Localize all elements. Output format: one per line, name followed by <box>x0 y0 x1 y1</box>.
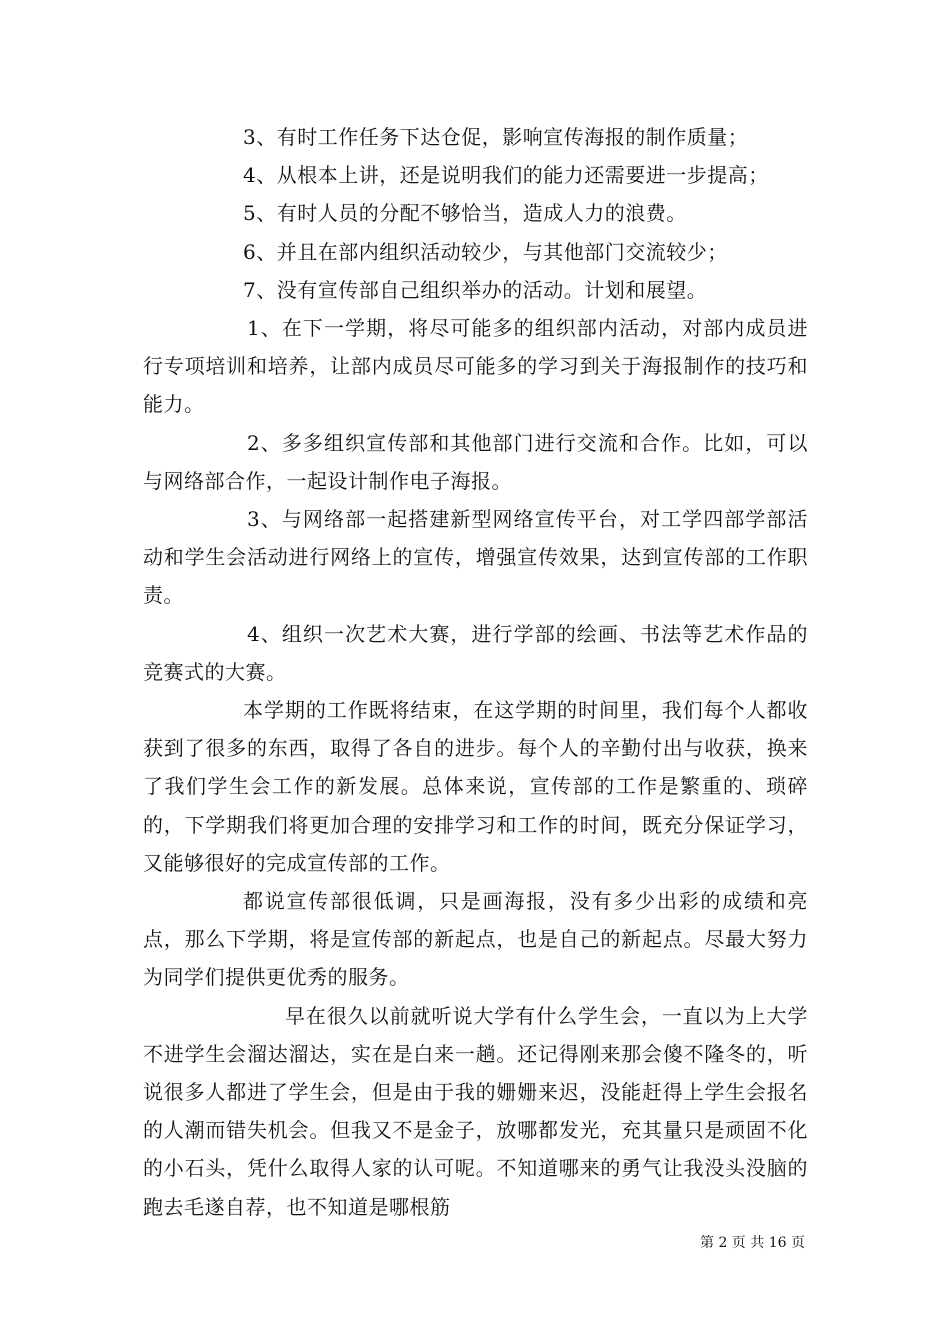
paragraph-item-4: 4、从根本上讲，还是说明我们的能力还需要进一步提高； <box>243 163 769 188</box>
plan-item-1: 1、在下一学期，将尽可能多的组织部内活动，对部内成员进行专项培训和培养，让部内成员尽可能多的学习到关于海报制作的技巧和能力。 <box>143 316 808 417</box>
paragraph-item-7: 7、没有宣传部自己组织举办的活动。计划和展望。 <box>243 277 708 302</box>
paragraph-item-5: 5、有时人员的分配不够恰当，造成人力的浪费。 <box>243 201 687 226</box>
plan-item-4: 4、组织一次艺术大赛，进行学部的绘画、书法等艺术作品的竞赛式的大赛。 <box>143 621 808 684</box>
plan-item-2: 2、多多组织宣传部和其他部门进行交流和合作。比如，可以与网络部合作，一起设计制作电子海报。 <box>143 430 808 493</box>
outlook-paragraph: 都说宣传部很低调，只是画海报，没有多少出彩的成绩和亮点，那么下学期，将是宣传部的新起点，也是自己的新起点。尽最大努力为同学们提供更优秀的服务。 <box>143 889 808 990</box>
paragraph-item-3: 3、有时工作任务下达仓促，影响宣传海报的制作质量； <box>243 125 749 149</box>
page-number-footer: 第 2 页 共 16 页 <box>700 1235 805 1251</box>
paragraph-item-6: 6、并且在部内组织活动较少，与其他部门交流较少； <box>243 239 728 264</box>
summary-paragraph: 本学期的工作既将结束，在这学期的时间里，我们每个人都收获到了很多的东西，取得了各自的进步。每个人的辛勤付出与收获，换来了我们学生会工作的新发展。总体来说，宣传部的工作是繁重的、琐碎的，下学期我们将更加合理的安排学习和工作的时间，既充分保证学习，又能够很好的完成宣传部的工作。 <box>143 698 808 875</box>
plan-item-3: 3、与网络部一起搭建新型网络宣传平台，对工学四部学部活动和学生会活动进行网络上的宣传，增强宣传效果，达到宣传部的工作职责。 <box>143 507 808 608</box>
document-body <box>143 118 808 1226</box>
reflection-paragraph: 早在很久以前就听说大学有什么学生会，一直以为上大学不进学生会溜达溜达，实在是白来一趟。还记得刚来那会傻不隆冬的，听说很多人都进了学生会，但是由于我的姗姗来迟，没能赶得上学生会报名的人潮而错失机会。但我又不是金子，放哪都发光，充其量只是顽固不化的小石头，凭什么取得人家的认可呢。不知道哪来的勇气让我没头没脑的跑去毛遂自荐，也不知道是哪根筋 <box>143 1003 808 1219</box>
